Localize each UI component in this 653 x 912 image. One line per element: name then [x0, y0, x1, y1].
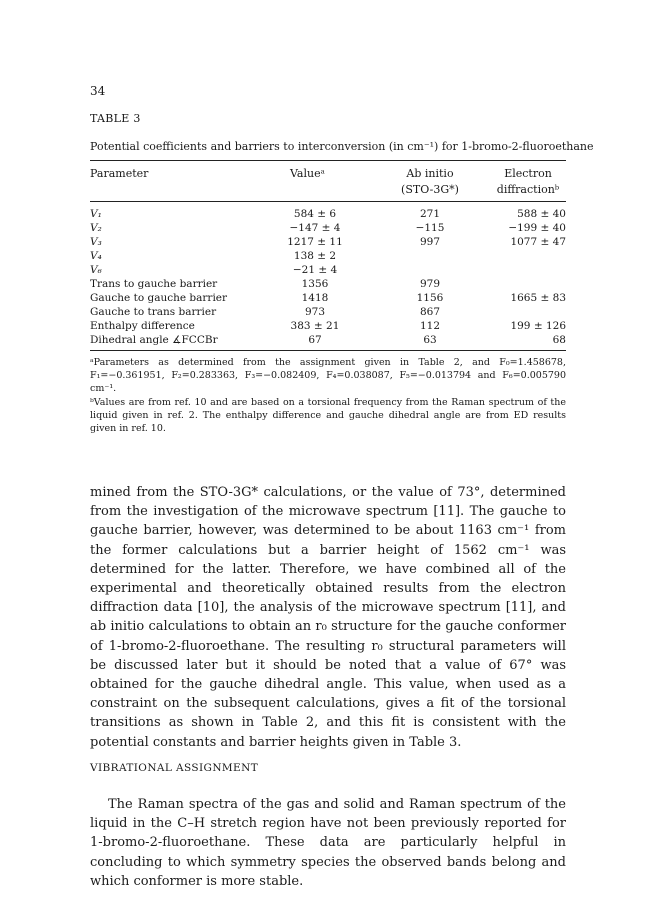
cell-electron: 1077 ± 47 — [510, 236, 566, 248]
cell-electron: 199 ± 126 — [510, 320, 566, 332]
cell-parameter: Dihedral angle ∡FCCBr — [90, 334, 218, 346]
table-row — [90, 333, 566, 347]
header-electron — [490, 166, 566, 198]
table-row — [90, 263, 566, 277]
cell-parameter: Enthalpy difference — [90, 320, 195, 332]
cell-electron: 1665 ± 83 — [510, 292, 566, 304]
page-number: 34 — [90, 84, 106, 98]
body-paragraph-2: The Raman spectra of the gas and solid and Raman spectrum of the liquid in the C–H stretch region have not been previously reported for 1-bromo-2-fluoroethane. These data are particularly helpful in concluding to which symmetry species the observed bands belong and which conformer is more stable. — [90, 797, 566, 889]
header-ab-initio-line1: Ab initio — [406, 167, 454, 180]
table-caption: Potential coefficients and barriers to interconversion (in cm⁻¹) for 1-bromo-2-fluoroethane — [90, 140, 594, 153]
header-parameter: Parameter — [90, 167, 149, 180]
cell-ab-initio: 997 — [419, 236, 441, 248]
cell-value: 383 ± 21 — [290, 320, 340, 332]
cell-electron: 588 ± 40 — [517, 208, 566, 220]
cell-value: 973 — [304, 306, 326, 318]
header-electron-line1: Electron — [504, 167, 552, 180]
cell-ab-initio: 867 — [419, 306, 441, 318]
section-heading: VIBRATIONAL ASSIGNMENT — [90, 762, 259, 774]
footnote-a: ᵃParameters as determined from the assignment given in Table 2, and F₀=1.458678, F₁=−0.361951, F₂=0.283363, F₃=−0.082409, F₄=0.038087, F₅=−0.013794 and F₆=0.005790 cm⁻¹. — [90, 357, 566, 394]
cell-value: 1217 ± 11 — [287, 236, 343, 248]
table-footnotes — [90, 356, 566, 436]
table-row — [90, 305, 566, 319]
cell-parameter: V₁ — [90, 208, 102, 220]
footnote-b: ᵇValues are from ref. 10 and are based on a torsional frequency from the Raman spectrum of the liquid given in ref. 2. The enthalpy difference and gauche dihedral angle are from ED results given in ref. 10. — [90, 397, 566, 434]
cell-value: 584 ± 6 — [293, 208, 337, 220]
cell-value: 1356 — [301, 278, 329, 290]
cell-parameter: V₃ — [90, 236, 102, 248]
cell-ab-initio: −115 — [415, 222, 445, 234]
header-value: Valueᵃ — [290, 167, 325, 180]
cell-ab-initio: 112 — [419, 320, 441, 332]
cell-ab-initio: 979 — [419, 278, 441, 290]
cell-parameter: V₆ — [90, 264, 102, 276]
table-row — [90, 319, 566, 333]
table-bottom-rule — [90, 350, 566, 351]
table-label: TABLE 3 — [90, 112, 141, 125]
body-paragraph-1: mined from the STO-3G* calculations, or the value of 73°, determined from the investigation of the microwave spectrum [11]. The gauche to gauche barrier, however, was determined to be about 1163 cm⁻¹ from the former calculations but a barrier height of 1562 cm⁻¹ was determined for the latter. Therefore, we have combined all of the experimental and theoretically obtained results from the electron diffraction data [10], the analysis of the microwave spectrum [11], and ab initio calculations to obtain an r₀ structure for the gauche conformer of 1-bromo-2-fluoroethane. The resulting r₀ structural parameters will be discussed later but it should be noted that a value of 67° was obtained for the gauche dihedral angle. This value, when used as a constraint on the subsequent calculations, gives a fit of the torsional transitions as shown in Table 2, and this fit is consistent with the potential constants and barrier heights given in Table 3. — [90, 485, 566, 750]
header-ab-initio-line2: (STO-3G*) — [401, 183, 459, 196]
cell-parameter: V₂ — [90, 222, 102, 234]
cell-value: 1418 — [301, 292, 329, 304]
cell-value: 67 — [308, 334, 322, 346]
body-text — [90, 483, 566, 752]
cell-value: −147 ± 4 — [289, 222, 341, 234]
table-mid-rule — [90, 201, 566, 202]
table-row — [90, 291, 566, 305]
header-ab-initio — [390, 166, 470, 198]
table-row — [90, 235, 566, 249]
cell-electron: −199 ± 40 — [508, 222, 566, 234]
cell-ab-initio: 1156 — [416, 292, 444, 304]
table-row — [90, 207, 566, 221]
cell-value: 138 ± 2 — [293, 250, 337, 262]
cell-ab-initio: 271 — [419, 208, 441, 220]
cell-ab-initio: 63 — [423, 334, 437, 346]
table-top-rule — [90, 160, 566, 161]
header-electron-line2: diffractionᵇ — [496, 183, 560, 196]
cell-value: −21 ± 4 — [292, 264, 338, 276]
table-row — [90, 277, 566, 291]
cell-parameter: Gauche to trans barrier — [90, 306, 217, 318]
table-row — [90, 221, 566, 235]
cell-parameter: Gauche to gauche barrier — [90, 292, 228, 304]
cell-electron: 68 — [552, 334, 566, 346]
cell-parameter: Trans to gauche barrier — [90, 278, 218, 290]
table-row — [90, 249, 566, 263]
cell-parameter: V₄ — [90, 250, 102, 262]
